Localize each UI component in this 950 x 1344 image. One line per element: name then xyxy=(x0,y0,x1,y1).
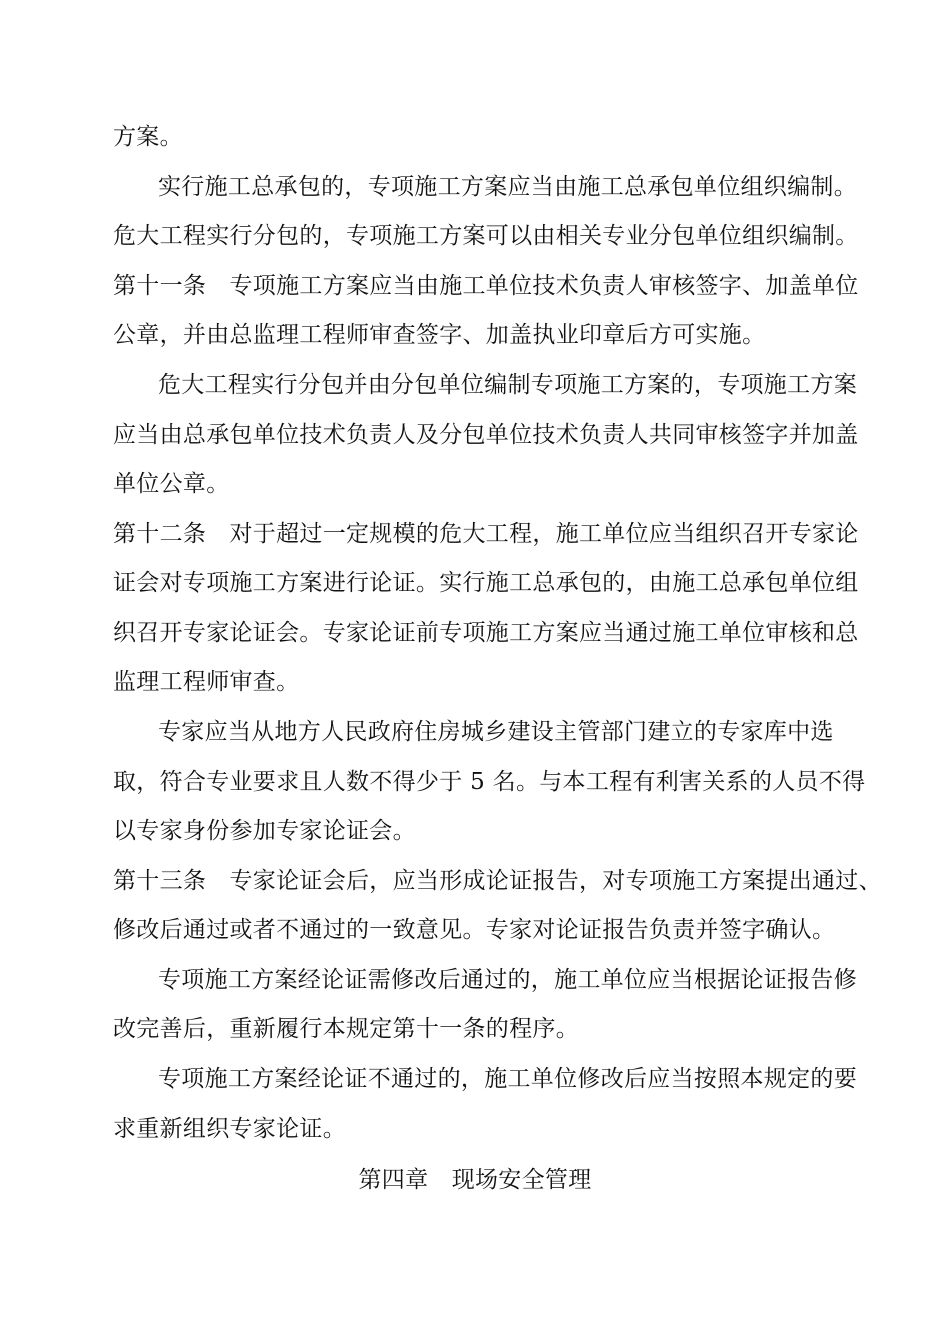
text-line: 单位公章。 xyxy=(113,471,230,497)
text-line: 以专家身份参加专家论证会。 xyxy=(113,818,416,844)
text-line: 修改后通过或者不通过的一致意见。专家对论证报告负责并签字确认。 xyxy=(113,917,836,943)
text-line: 证会对专项施工方案进行论证。实行施工总承包的，由施工总承包单位组 xyxy=(113,570,859,596)
article-11-line: 第十一条 专项施工方案应当由施工单位技术负责人审核签字、加盖单位 xyxy=(113,273,859,299)
text-line: 危大工程实行分包并由分包单位编制专项施工方案的，专项施工方案 xyxy=(158,372,857,398)
text-line: 专家应当从地方人民政府住房城乡建设主管部门建立的专家库中选 xyxy=(158,719,834,745)
text-line: 专项施工方案经论证需修改后通过的，施工单位应当根据论证报告修 xyxy=(158,967,857,993)
text-line: 危大工程实行分包的，专项施工方案可以由相关专业分包单位组织编制。 xyxy=(113,223,859,249)
text-line: 方案。 xyxy=(113,124,183,150)
text-line: 监理工程师审查。 xyxy=(113,669,300,695)
text-line: 求重新组织专家论证。 xyxy=(113,1116,346,1142)
article-13-line: 第十三条 专家论证会后，应当形成论证报告，对专项施工方案提出通过、 xyxy=(113,868,882,894)
text-line: 公章，并由总监理工程师审查签字、加盖执业印章后方可实施。 xyxy=(113,322,766,348)
text-line: 专项施工方案经论证不通过的，施工单位修改后应当按照本规定的要 xyxy=(158,1066,857,1092)
article-12-line: 第十二条 对于超过一定规模的危大工程，施工单位应当组织召开专家论 xyxy=(113,521,859,547)
text-line: 改完善后，重新履行本规定第十一条的程序。 xyxy=(113,1016,579,1042)
text-line: 取，符合专业要求且人数不得少于 5 名。与本工程有利害关系的人员不得 xyxy=(113,769,866,795)
text-line: 实行施工总承包的，专项施工方案应当由施工总承包单位组织编制。 xyxy=(158,174,857,200)
text-line: 应当由总承包单位技术负责人及分包单位技术负责人共同审核签字并加盖 xyxy=(113,422,859,448)
chapter-heading: 第四章 现场安全管理 xyxy=(358,1167,592,1193)
text-line: 织召开专家论证会。专家论证前专项施工方案应当通过施工单位审核和总 xyxy=(113,620,859,646)
